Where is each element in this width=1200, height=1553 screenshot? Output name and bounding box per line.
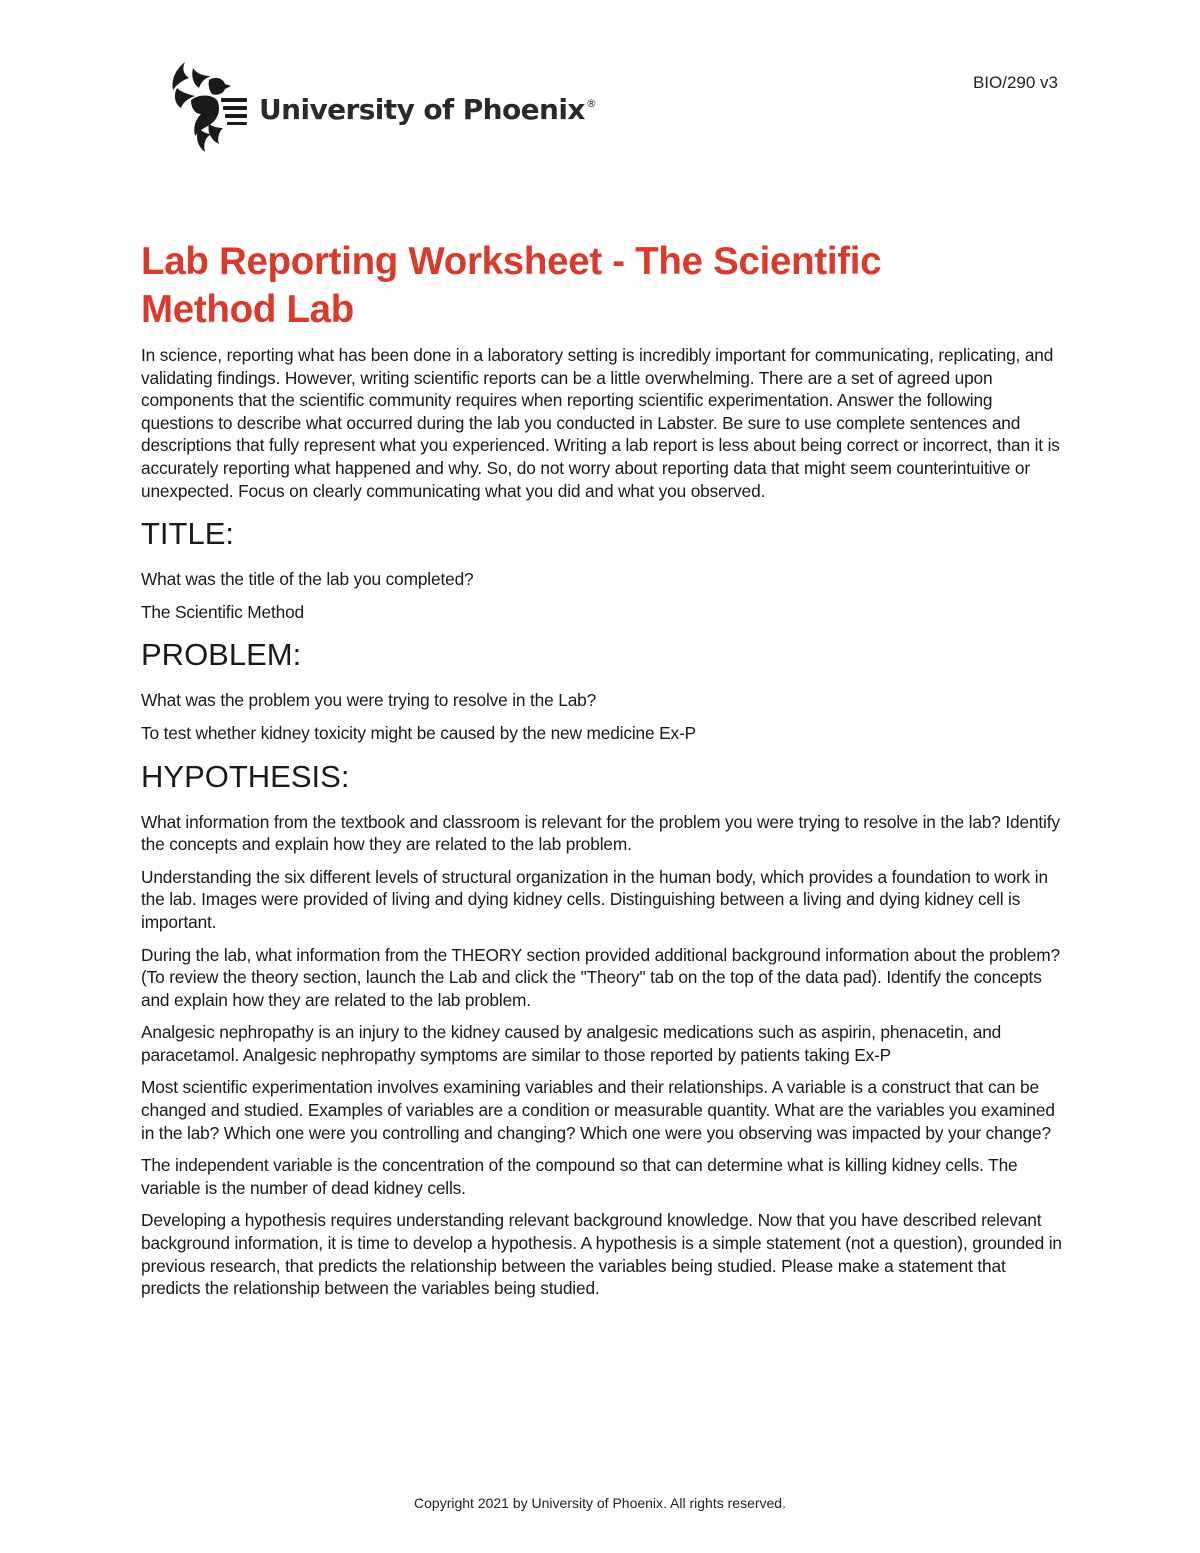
problem-question: What was the problem you were trying to resolve in the Lab? (141, 690, 597, 711)
title-answer: The Scientific Method (141, 601, 305, 622)
phoenix-bird-icon (165, 58, 251, 154)
title-question: What was the title of the lab you completed? (141, 569, 474, 590)
title-heading: TITLE: (141, 516, 235, 552)
logo-wordmark: University of Phoenix® (259, 92, 597, 126)
hypothesis-answer-3: The independent variable is the concentration of the compound so that can determine what is killing kidney cells. The variable is the number of dead kidney cells. (141, 1155, 1018, 1198)
worksheet-body (141, 238, 1063, 1310)
hypothesis-question-1: What information from the textbook and classroom is relevant for the problem you were trying to resolve in the lab? Identify the concepts and explain how they are related to the lab problem. (141, 811, 1060, 855)
problem-answer: To test whether kidney toxicity might be caused by the new medicine Ex-P (141, 722, 696, 743)
hypothesis-answer-2: Analgesic nephropathy is an injury to the kidney caused by analgesic medications such as aspirin, phenacetin, and paracetamol. Analgesic nephropathy symptoms are similar to those reported by patients taking Ex-P (141, 1022, 1002, 1065)
hypothesis-question-3: Most scientific experimentation involves examining variables and their relationships. A variable is a construct that can be changed and studied. Examples of variables are a condition or measurable quantity. What are the variables you examined in the lab? Which one were you controlling and changing? Which one were you observing was impacted by your change? (141, 1077, 1055, 1143)
page-title: Lab Reporting Worksheet - The Scientific Method Lab (141, 240, 882, 331)
copyright-footer: Copyright 2021 by University of Phoenix. All rights reserved. (414, 1495, 786, 1511)
problem-heading: PROBLEM: (141, 637, 302, 673)
intro-paragraph: In science, reporting what has been done in a laboratory setting is incredibly important for communicating, replicating, and validating findings. However, writing scientific reports can be a little overwhelming. There are a set of agreed upon components that the scientific community requires when reporting scientific experimentation. Answer the following questions to describe what occurred during the lab you conducted in Labster. Be sure to use complete sentences and descriptions that fully represent what you experienced. Writing a lab report is less about being correct or incorrect, than it is accurately reporting what happened and why. So, do not worry about reporting data that might seem counterintuitive or unexpected. Focus on clearly communicating what you did and what you observed. (141, 345, 1060, 501)
university-logo (165, 58, 596, 154)
hypothesis-question-4: Developing a hypothesis requires understanding relevant background knowledge. Now that you have described relevant background information, it is time to develop a hypothesis. A hypothesis is a simple statement (not a question), grounded in previous research, that predicts the relationship between the variables being studied. Please make a statement that predicts the relationship between the variables being studied. (141, 1210, 1062, 1299)
course-code: BIO/290 v3 (972, 73, 1058, 92)
hypothesis-question-2: During the lab, what information from the THEORY section provided additional background information about the problem? (To review the theory section, launch the Lab and click the "Theory" tab on the top of the data pad). Identify the concepts and explain how they are related to the lab problem. (141, 944, 1060, 1010)
hypothesis-answer-1: Understanding the six different levels of structural organization in the human body, which provides a foundation to work in the lab. Images were provided of living and dying kidney cells. Distinguishing between a living and dying kidney cell is important. (141, 866, 1048, 932)
hypothesis-heading: HYPOTHESIS: (141, 758, 350, 794)
